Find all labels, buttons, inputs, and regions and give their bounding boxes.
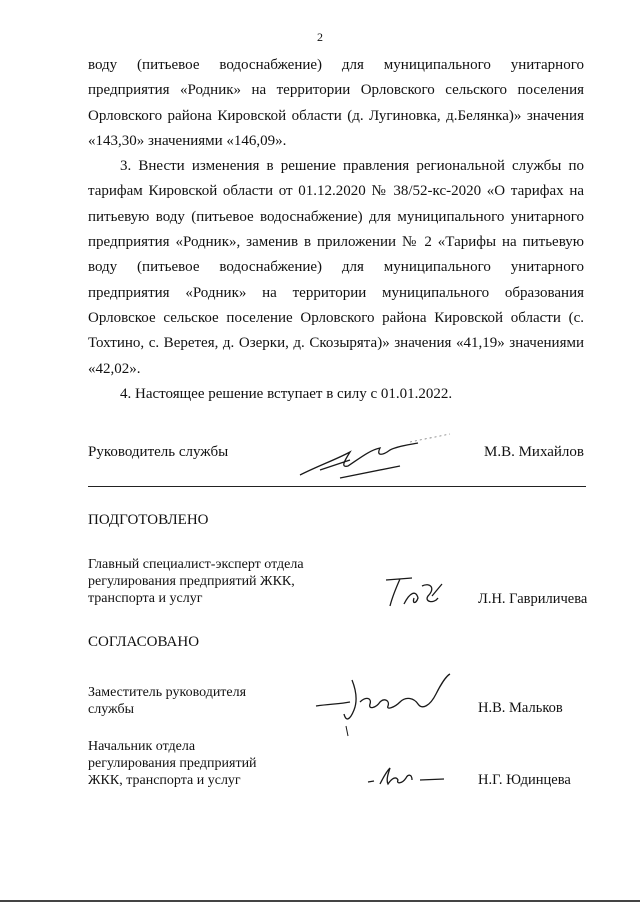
prepared-position-line: Главный специалист-эксперт отдела: [88, 557, 304, 572]
approver-1-name: Н.В. Мальков: [478, 700, 563, 716]
head-name: М.В. Михайлов: [483, 444, 584, 460]
approver-1-position: [88, 684, 246, 718]
approver-position-line: Начальник отдела: [88, 739, 196, 754]
prepared-heading: ПОДГОТОВЛЕНО: [88, 512, 209, 528]
prepared-position: [88, 556, 304, 607]
approver-2-name: Н.Г. Юдинцева: [478, 772, 571, 788]
prepared-handwritten-signature: [382, 574, 452, 610]
approved-heading: СОГЛАСОВАНО: [88, 634, 200, 650]
document-body: [88, 53, 584, 407]
approver-position-line: службы: [88, 702, 135, 717]
head-position: Руководитель службы: [88, 444, 229, 460]
page-number: 2: [317, 30, 323, 44]
approver-position-line: ЖКК, транспорта и услуг: [88, 773, 241, 788]
approver-2-position: [88, 738, 257, 789]
head-handwritten-signature: [290, 430, 460, 490]
prepared-position-line: регулирования предприятий ЖКК,: [88, 574, 295, 589]
approver-1-handwritten-signature: [310, 670, 470, 740]
approver-position-line: регулирования предприятий: [88, 756, 257, 771]
paragraph-continuation: воду (питьевое водоснабжение) для муниципального унитарного предприятия «Родник» на территории Орловского сельского поселения Орловского района Кировской области (д. Лугиновка, д.Белянка)» значения «143,30» значениями «146,09».: [88, 57, 584, 149]
prepared-position-line: транспорта и услуг: [88, 591, 203, 606]
prepared-name: Л.Н. Гавриличева: [478, 591, 588, 607]
paragraph-item-4: 4. Настоящее решение вступает в силу с 01.01.2022.: [120, 385, 453, 402]
paragraph-item-3: 3. Внести изменения в решение правления региональной службы по тарифам Кировской области от 01.12.2020 № 38/52-кс-2020 «О тарифах на питьевую воду (питьевое водоснабжение) для муниципального унитарного предприятия «Родник», заменив в приложении № 2 «Тарифы на питьевую воду (питьевое водоснабжение) для муниципального унитарного предприятия «Родник» на территории муниципального образования Орловское сельское поселение Орловского района Кировской области (с. Тохтино, с. Веретея, д. Озерки, д. Скозырята)» значения «41,19» значениями «42,02».: [88, 158, 584, 377]
approver-2-handwritten-signature: [366, 764, 452, 790]
page-bottom-edge: [0, 900, 640, 902]
approver-position-line: Заместитель руководителя: [88, 685, 247, 700]
signature-divider: [88, 486, 586, 487]
